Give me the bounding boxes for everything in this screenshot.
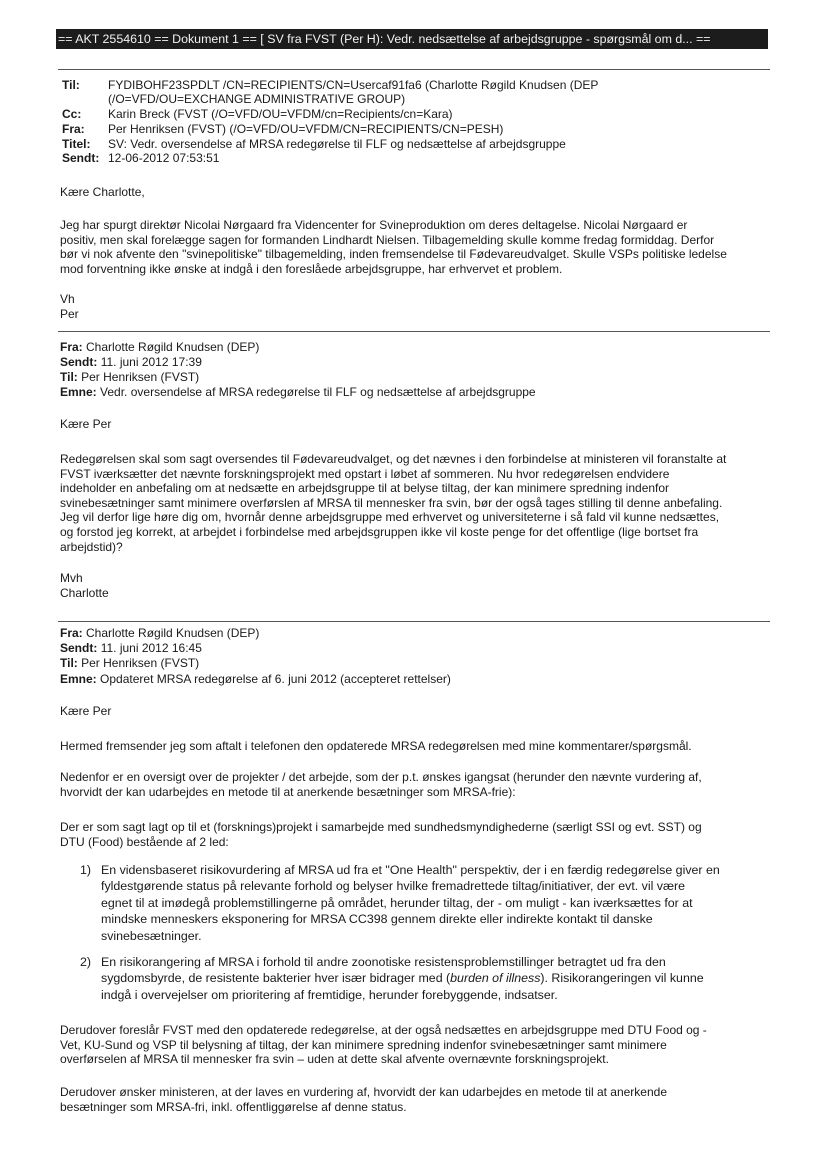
list-number: 2) xyxy=(80,955,92,969)
signature: Per xyxy=(60,307,79,321)
body-paragraph xyxy=(60,452,766,554)
list-item-line: En vidensbaseret risikovurdering af MRSA ud fra et "One Health" perspektiv, der i en færdig redegørelse giver en xyxy=(101,863,720,877)
body-line: FVST iværksætter det nævnte forskningsprojekt med opstart i løbet af sommeren. Nu hvor redegørelsen endvidere xyxy=(60,466,670,481)
titel-label: Titel: xyxy=(62,137,91,151)
body-line: besætninger som MRSA-fri, inkl. offentliggørelse af denne status. xyxy=(60,1099,407,1114)
signoff: Vh xyxy=(60,292,75,306)
til-label: Til: xyxy=(62,78,80,92)
body-line: og forstod jeg korrekt, at arbejdet i forbindelse med arbejdsgruppen ikke vil koste penge for det offentlige (lige bortset fra xyxy=(60,524,699,539)
body-paragraph xyxy=(60,1085,766,1114)
divider xyxy=(58,621,770,622)
list-item-line: fyldestgørende status på relevante forhold og belyser hvilke fremadrettede tiltag/initiativer, der evt. vil være xyxy=(101,879,686,894)
til-value-cont: (/O=VFD/OU=EXCHANGE ADMINISTRATIVE GROUP) xyxy=(108,92,406,106)
document-banner: == AKT 2554610 == Dokument 1 == [ SV fra FVST (Per H): Vedr. nedsættelse af arbejdsgruppe - spørgsmål om d... == xyxy=(56,29,768,49)
fra-label: Fra: xyxy=(62,122,85,136)
body-paragraph: Hermed fremsender jeg som aftalt i telefonen den opdaterede MRSA redegørelsen med mine kommentarer/spørgsmål. xyxy=(60,739,692,753)
til-value: FYDIBOHF23SPDLT /CN=RECIPIENTS/CN=Usercaf91fa6 (Charlotte Røgild Knudsen (DEP xyxy=(108,78,599,92)
til-label: Til: xyxy=(60,656,78,670)
list-number: 1) xyxy=(80,863,92,877)
list-item-line: En risikorangering af MRSA i forhold til andre zoonotiske resistensproblemstillinger betragtet ud fra den xyxy=(101,955,666,969)
sendt-label: Sendt: xyxy=(62,151,100,165)
list-item-line: indgå i overvejelser om prioritering af fremtidige, herunder forebyggende, indsatser. xyxy=(101,987,558,1002)
titel-value: SV: Vedr. oversendelse af MRSA redegørelse til FLF og nedsættelse af arbejdsgruppe xyxy=(108,137,566,151)
greeting: Kære Per xyxy=(60,704,112,718)
cc-value: Karin Breck (FVST (/O=VFD/OU=VFDM/cn=Recipients/cn=Kara) xyxy=(108,107,453,121)
divider xyxy=(58,69,770,70)
signoff: Mvh xyxy=(60,571,83,585)
body-line: overførselen af MRSA til mennesker fra svin – uden at dette skal afvente overnævnte forskningsprojekt. xyxy=(60,1052,609,1067)
til-value: Per Henriksen (FVST) xyxy=(81,370,200,384)
greeting: Kære Per xyxy=(60,417,112,431)
til-value: Per Henriksen (FVST) xyxy=(81,656,200,670)
emphasis-text: burden of illness xyxy=(450,971,541,986)
sendt-label: Sendt: xyxy=(60,641,98,655)
body-line: Der er som sagt lagt op til et (forsknings)projekt i samarbejde med sundhedsmyndighederne (særligt SSI og evt. SST) og xyxy=(60,820,702,834)
fra-value: Per Henriksen (FVST) (/O=VFD/OU=VFDM/CN=RECIPIENTS/CN=PESH) xyxy=(108,122,504,136)
body-paragraph xyxy=(60,1023,766,1067)
fra-label: Fra: xyxy=(60,626,83,640)
emne-value: Opdateret MRSA redegørelse af 6. juni 2012 (accepteret rettelser) xyxy=(100,672,451,686)
body-paragraph xyxy=(60,770,766,799)
emne-label: Emne: xyxy=(60,672,97,686)
body-paragraph xyxy=(60,820,766,849)
fra-label: Fra: xyxy=(60,340,83,354)
list-item xyxy=(101,954,759,1003)
body-line: DTU (Food) bestående af 2 led: xyxy=(60,834,229,849)
sendt-label: Sendt: xyxy=(60,355,98,369)
sendt-value: 11. juni 2012 17:39 xyxy=(100,355,202,369)
list-item-line: mindske menneskers eksponering for MRSA CC398 gennem direkte eller indirekte kontakt til danske xyxy=(101,912,653,927)
body-line: Jeg vil derfor lige høre dig om, hvornår denne arbejdsgruppe med erhvervet og universiteterne i så fald vil kunne nedsættes, xyxy=(60,510,720,525)
divider xyxy=(58,331,770,332)
sendt-value: 11. juni 2012 16:45 xyxy=(100,641,202,655)
body-paragraph xyxy=(60,218,766,276)
body-line: arbejdstid)? xyxy=(60,539,123,554)
list-item-line: egnet til at imødegå problemstillingerne på området, herunder tiltag, der - om muligt - kan iværksættes for at xyxy=(101,895,693,910)
body-line: Nedenfor er en oversigt over de projekter / det arbejde, som der p.t. ønskes igangsat (herunder den nævnte vurdering af, xyxy=(60,770,702,784)
signature: Charlotte xyxy=(60,586,109,600)
emne-label: Emne: xyxy=(60,385,97,399)
body-line: indeholder en anbefaling om at nedsætte en arbejdsgruppe til at belyse tiltag, der kan minimere spredning indenfor xyxy=(60,481,670,496)
body-line: positiv, men skal forelægge sagen for formanden Lindhardt Nielsen. Tilbagemelding skulle komme fredag formiddag. Derfor xyxy=(60,232,715,247)
list-item-text: ). Risikorangeringen vil kunne xyxy=(540,971,704,986)
body-line: Vet, KU-Sund og VSP til belysning af tiltag, der kan minimere spredning indenfor svinebesætninger samt minimere xyxy=(60,1037,667,1052)
list-item-line xyxy=(101,970,759,986)
list-item-line: svinebesætninger. xyxy=(101,928,202,943)
body-line: bør vi nok afvente den "svinepolitiske" tilbagemelding, inden fremsendelse til Fødevareudvalget. Skulle VSPs politiske ledelse xyxy=(60,247,727,262)
list-item-text: sygdomsbyrde, de resistente bakterier hver især bidrager med ( xyxy=(101,971,451,986)
body-line: mod forventning ikke ønske at indgå i den foreslåede arbejdsgruppe, har erhvervet et problem. xyxy=(60,261,563,276)
body-line: svinebesætninger samt minimere overførslen af MRSA til mennesker fra svin, bør der også tages stilling til denne anbefaling. xyxy=(60,495,723,510)
sendt-value: 12-06-2012 07:53:51 xyxy=(108,151,220,165)
body-line: hvorvidt der kan udarbejdes en metode til at anerkende besætninger som MRSA-frie): xyxy=(60,784,516,799)
body-line: Derudover ønsker ministeren, at der laves en vurdering af, hvorvidt der kan udarbejdes en metode til at anerkende xyxy=(60,1085,667,1099)
fra-value: Charlotte Røgild Knudsen (DEP) xyxy=(86,340,260,354)
body-line: Jeg har spurgt direktør Nicolai Nørgaard fra Videncenter for Svineproduktion om deres deltagelse. Nicolai Nørgaard er xyxy=(60,218,688,232)
greeting: Kære Charlotte, xyxy=(60,185,145,199)
body-line: Derudover foreslår FVST med den opdaterede redegørelse, at der også nedsættes en arbejdsgruppe med DTU Food og - xyxy=(60,1023,707,1037)
fra-value: Charlotte Røgild Knudsen (DEP) xyxy=(86,626,260,640)
list-item xyxy=(101,862,759,944)
cc-label: Cc: xyxy=(62,107,82,121)
til-label: Til: xyxy=(60,370,78,384)
emne-value: Vedr. oversendelse af MRSA redegørelse til FLF og nedsættelse af arbejdsgruppe xyxy=(100,385,536,399)
body-line: Redegørelsen skal som sagt oversendes til Fødevareudvalget, og det nævnes i den forbindelse at ministeren vil foranstalte at xyxy=(60,452,727,466)
